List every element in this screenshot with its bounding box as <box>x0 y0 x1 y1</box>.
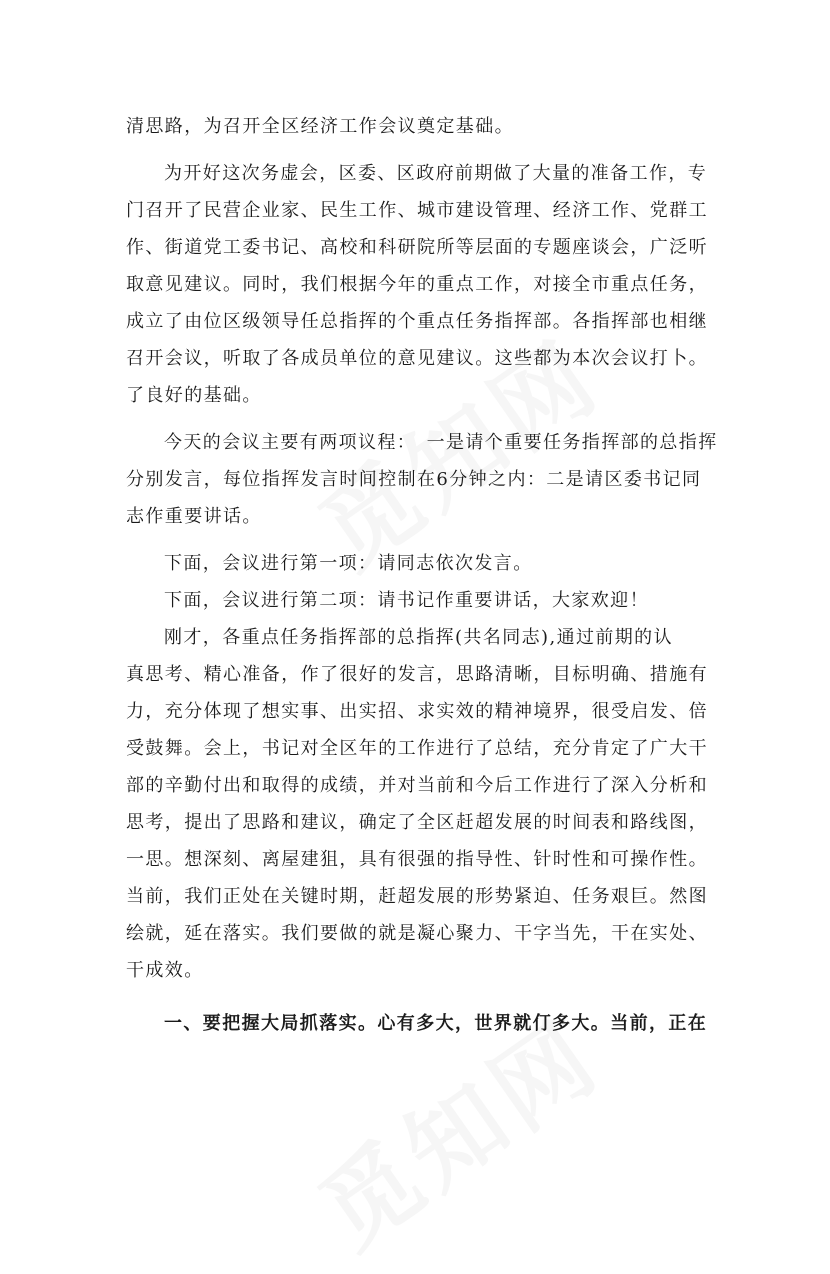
text-line: 部的辛勤付出和取得的成绩，并对当前和今后工作进行了深入分析和 <box>126 775 708 796</box>
text-line: 门召开了民营企业家、民生工作、城市建设管理、经济工作、党群工 <box>126 200 708 221</box>
text-line: 下面，会议进行第二项：请书记作重要讲话，大家欢迎！ <box>164 590 649 611</box>
text-line: 思考，提出了思路和建议，确定了全区赶超发展的时间表和路线图， <box>126 812 708 833</box>
text-line: 成立了由位区级领导任总指挥的个重点任务指挥部。各指挥部也相继 <box>126 311 708 332</box>
text-line: 作、街道党工委书记、高校和科研院所等层面的专题座谈会，广泛听 <box>126 237 708 258</box>
text-line: 取意见建议。同时，我们根据今年的重点工作，对接全市重点任务， <box>126 274 708 295</box>
text-line: 下面，会议进行第一项：请同志依次发言。 <box>164 553 533 574</box>
text-line: 一思。想深刻、离屋建狙，具有很强的指导性、针时性和可操作性。 <box>126 849 708 870</box>
text-line: 绘就，延在落实。我们要做的就是凝心聚力、干字当先，干在实处、 <box>126 923 708 944</box>
text-line: 受鼓舞。会上，书记对全区年的工作进行了总结，充分肯定了广大干 <box>126 738 708 759</box>
text-line: 真思考、精心准备，作了很好的发言，思路清晰，目标明确、措施有 <box>126 664 708 685</box>
text-line: 刚才，各重点任务指挥部的总指挥(共名同志),通过前期的认 <box>164 627 673 648</box>
text-line: 力，充分体现了想实事、出实招、求实效的精神境界，很受启发、倍 <box>126 701 708 722</box>
text-line: 志作重要讲话。 <box>126 506 262 527</box>
text-line: 召开会议，听取了各成员单位的意见建议。这些都为本次会议打卜。 <box>126 348 708 369</box>
document-body <box>126 108 716 1042</box>
text-line: 干成效。 <box>126 960 204 981</box>
text-line: 分别发言，每位指挥发言时间控制在6分钟之内：二是请区委书记同 <box>126 469 702 490</box>
text-line: 为开好这次务虚会，区委、区政府前期做了大量的准备工作，专 <box>164 163 708 184</box>
text-line: 了良好的基础。 <box>126 385 262 406</box>
text-line: 清思路，为召开全区经济工作会议奠定基础。 <box>126 116 514 137</box>
section-heading: 一、要把握大局抓落实。心有多大，世界就仃多大。当前，正在 <box>164 1013 708 1034</box>
text-line: 当前，我们正处在关键时期，赶超发展的形势紧迫、任务艰巨。然图 <box>126 886 708 907</box>
text-line: 今天的会议主要有两项议程： 一是请个重要任务指挥部的总指挥 <box>164 432 718 453</box>
